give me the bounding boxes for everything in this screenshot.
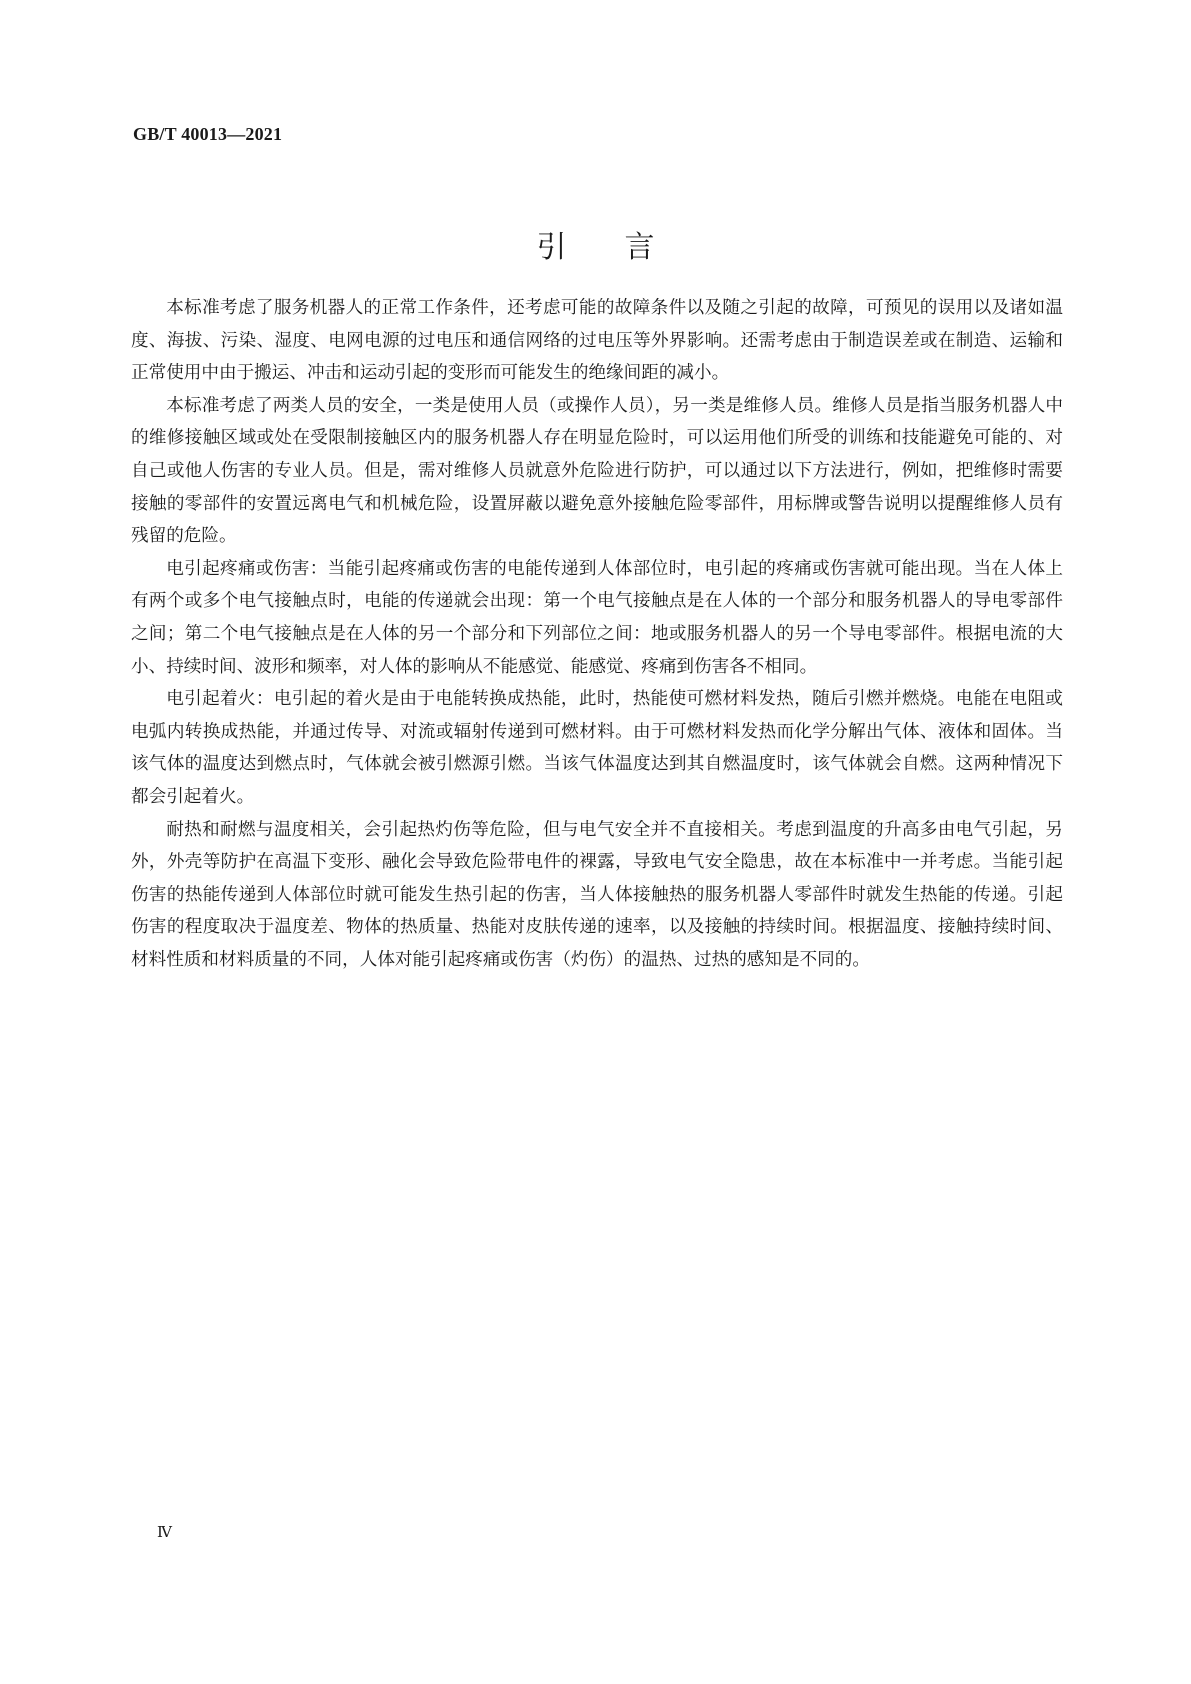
paragraph-5: 耐热和耐燃与温度相关，会引起热灼伤等危险，但与电气安全并不直接相关。考虑到温度的升高多由电气引起，另外，外壳等防护在高温下变形、融化会导致危险带电件的裸露，导致电气安全隐患，故在本标准中一并考虑。当能引起伤害的热能传递到人体部位时就可能发生热引起的伤害，当人体接触热的服务机器人零部件时就发生热能的传递。引起伤害的程度取决于温度差、物体的热质量、热能对皮肤传递的速率，以及接触的持续时间。根据温度、接触持续时间、材料性质和材料质量的不同，人体对能引起疼痛或伤害（灼伤）的温热、过热的感知是不同的。 (131, 819, 1063, 970)
paragraph-2: 本标准考虑了两类人员的安全，一类是使用人员（或操作人员），另一类是维修人员。维修人员是指当服务机器人中的维修接触区域或处在受限制接触区内的服务机器人存在明显危险时，可以运用他们所受的训练和技能避免可能的、对自己或他人伤害的专业人员。但是，需对维修人员就意外危险进行防护，可以通过以下方法进行，例如，把维修时需要接触的零部件的安置远离电气和机械危险，设置屏蔽以避免意外接触危险零部件，用标牌或警告说明以提醒维修人员有残留的危险。 (131, 395, 1063, 547)
introduction-body (131, 292, 1063, 976)
paragraph-4: 电引起着火：电引起的着火是由于电能转换成热能，此时，热能使可燃材料发热，随后引燃并燃烧。电能在电阻或电弧内转换成热能，并通过传导、对流或辐射传递到可燃材料。由于可燃材料发热而化学分解出气体、液体和固体。当该气体的温度达到燃点时，气体就会被引燃源引燃。当该气体温度达到其自燃温度时，该气体就会自燃。这两种情况下都会引起着火。 (131, 689, 1063, 807)
paragraph-1: 本标准考虑了服务机器人的正常工作条件，还考虑可能的故障条件以及随之引起的故障，可预见的误用以及诸如温度、海拔、污染、湿度、电网电源的过电压和通信网络的过电压等外界影响。还需考虑由于制造误差或在制造、运输和正常使用中由于搬运、冲击和运动引起的变形而可能发生的绝缘间距的减小。 (131, 298, 1063, 384)
title-char-2: 言 (624, 230, 655, 265)
paragraph-3: 电引起疼痛或伤害：当能引起疼痛或伤害的电能传递到人体部位时，电引起的疼痛或伤害就可能出现。当在人体上有两个或多个电气接触点时，电能的传递就会出现：第一个电气接触点是在人体的一个部分和服务机器人的导电零部件之间；第二个电气接触点是在人体的另一个部分和下列部位之间：地或服务机器人的另一个导电零部件。根据电流的大小、持续时间、波形和频率，对人体的影响从不能感觉、能感觉、疼痛到伤害各不相同。 (131, 558, 1063, 677)
page-number: Ⅳ (157, 1525, 172, 1541)
standard-code: GB/T 40013—2021 (133, 124, 283, 144)
title-char-1: 引 (536, 230, 567, 265)
page-title (0, 222, 1191, 266)
